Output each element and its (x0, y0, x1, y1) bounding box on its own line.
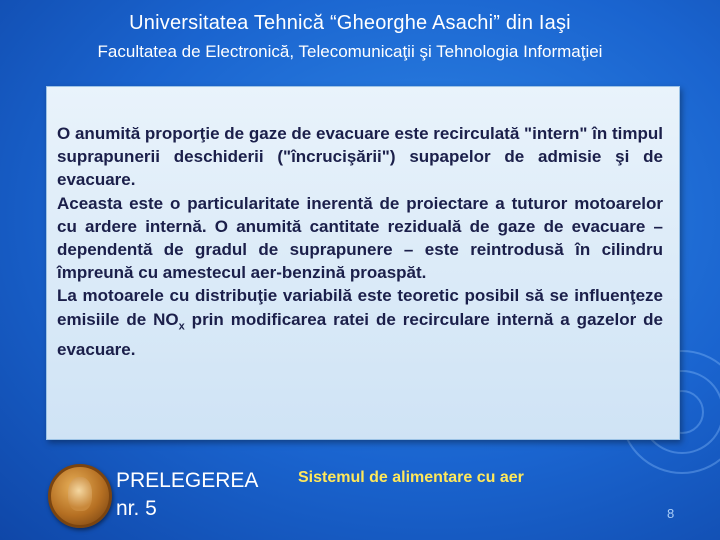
paragraph-3-start: La motoarele cu distribuţie variabilă este teoretic posibil să se influenţeze emisiile de NO (57, 286, 663, 329)
content-text (57, 122, 663, 361)
paragraph-1: O anumită proporţie de gaze de evacuare este recirculată "intern" în timpul suprapunerii deschiderii ("încrucişării") supapelor de admisie şi de evacuare. (57, 124, 663, 190)
paragraph-2: Aceasta este o particularitate inerentă de proiectare a tuturor motoarelor cu ardere internă. O anumită cantitate reziduală de gaze de evacuare – dependentă de gradul de suprapunere – este reintrodusă în cilindru împreună cu amestecul aer-benzină proaspăt. (57, 193, 663, 283)
lecture-number: nr. 5 (116, 497, 157, 520)
portrait-face (68, 477, 92, 511)
medal-portrait-icon (48, 464, 112, 528)
paragraph-3 (57, 284, 663, 361)
course-title: Sistemul de alimentare cu aer (298, 469, 524, 486)
university-title: Universitatea Tehnică “Gheorghe Asachi” din Iaşi (129, 12, 571, 34)
lecture-label (116, 467, 258, 523)
faculty-title: Facultatea de Electronică, Telecomunicaţii şi Tehnologia Informaţiei (97, 42, 603, 61)
paragraph-3-end: prin modificarea ratei de recirculare internă a gazelor de evacuare. (57, 309, 663, 360)
lecture-label-line1: PRELEGEREA (116, 469, 259, 492)
nox-subscript: x (178, 320, 185, 333)
page-number: 8 (667, 506, 675, 521)
content-panel (46, 86, 680, 440)
